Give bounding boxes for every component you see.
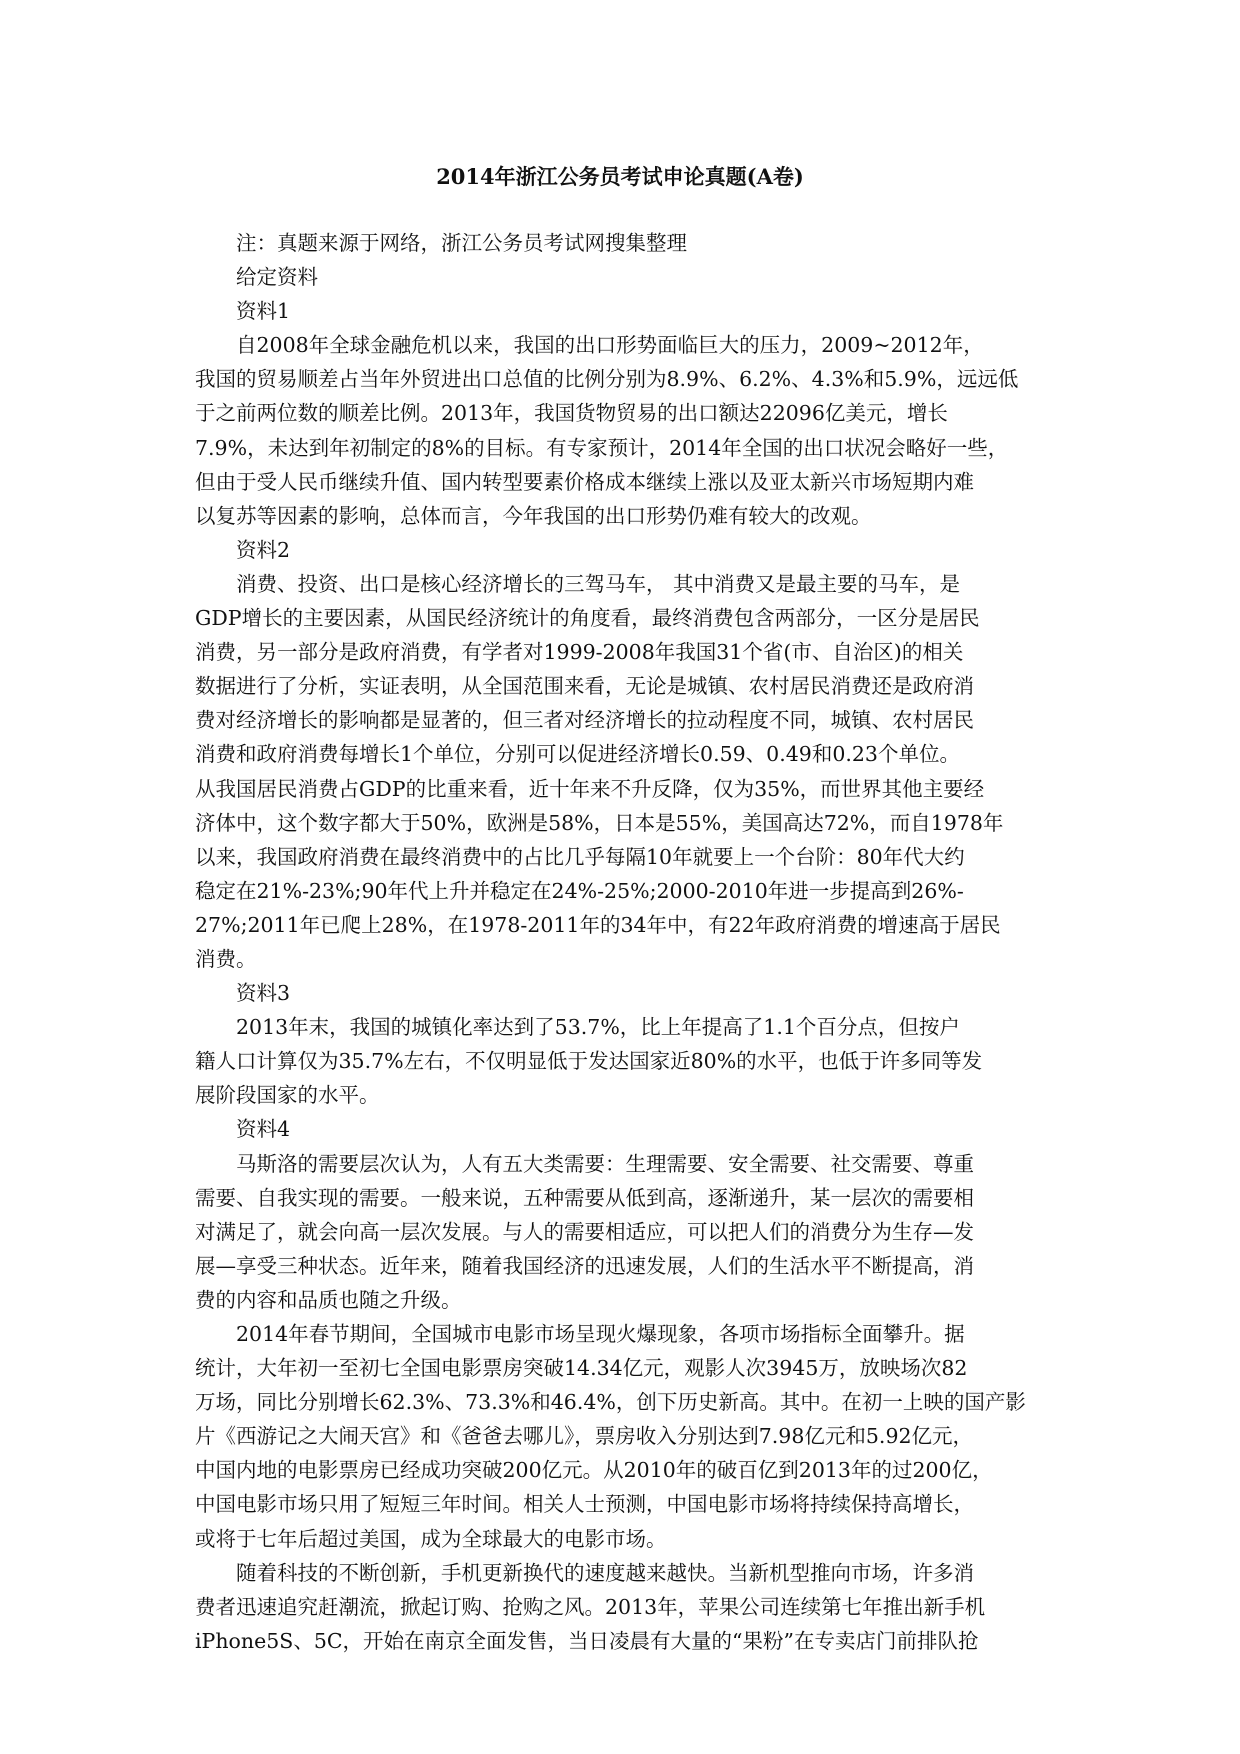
text-line: 对满足了，就会向高一层次发展。与人的需要相适应，可以把人们的消费分为生存—发 bbox=[195, 1219, 974, 1244]
text-line: 2014年春节期间，全国城市电影市场呈现火爆现象，各项市场指标全面攀升。据 bbox=[236, 1322, 965, 1346]
text-line: 中国电影市场只用了短短三年时间。相关人士预测，中国电影市场将持续保持高增长， bbox=[195, 1492, 974, 1517]
document-title: 2014年浙江公务员考试申论真题(A卷) bbox=[436, 164, 804, 189]
text-line: GDP增长的主要因素，从国民经济统计的角度看，最终消费包含两部分，一区分是居民 bbox=[195, 606, 980, 631]
text-line: 2013年末，我国的城镇化率达到了53.7%，比上年提高了1.1个百分点，但按户 bbox=[236, 1015, 960, 1040]
text-line: 从我国居民消费占GDP的比重来看，近十年来不升反降，仅为35%，而世界其他主要经 bbox=[195, 776, 985, 801]
text-line: 资料1 bbox=[236, 299, 291, 324]
text-line: 给定资料 bbox=[236, 265, 318, 290]
text-line: 马斯洛的需要层次认为，人有五大类需要：生理需要、安全需要、社交需要、尊重 bbox=[236, 1151, 974, 1176]
text-line: iPhone5S、5C，开始在南京全面发售，当日凌晨有大量的“果粉”在专卖店门前排队抢 bbox=[195, 1628, 979, 1653]
text-line: 费对经济增长的影响都是显著的，但三者对经济增长的拉动程度不同，城镇、农村居民 bbox=[195, 708, 974, 733]
text-line: 于之前两位数的顺差比例。2013年，我国货物贸易的出口额达22096亿美元，增长 bbox=[195, 401, 948, 426]
text-line: 中国内地的电影票房已经成功突破200亿元。从2010年的破百亿到2013年的过200亿， bbox=[195, 1458, 993, 1483]
text-line: 济体中，这个数字都大于50%，欧洲是58%，日本是55%，美国高达72%，而自1978年 bbox=[195, 810, 1004, 835]
text-line: 消费、投资、出口是核心经济增长的三驾马车， 其中消费又是最主要的马车，是 bbox=[236, 571, 961, 596]
text-line: 资料2 bbox=[236, 537, 291, 562]
text-line: 随着科技的不断创新，手机更新换代的速度越来越快。当新机型推向市场，许多消 bbox=[236, 1560, 974, 1585]
text-line: 展阶段国家的水平。 bbox=[195, 1083, 380, 1108]
text-line: 资料3 bbox=[236, 981, 291, 1006]
text-line: 或将于七年后超过美国，成为全球最大的电影市场。 bbox=[195, 1526, 667, 1551]
text-line: 数据进行了分析，实证表明，从全国范围来看，无论是城镇、农村居民消费还是政府消 bbox=[195, 674, 974, 699]
text-line: 资料4 bbox=[236, 1117, 291, 1142]
text-line: 我国的贸易顺差占当年外贸进出口总值的比例分别为8.9%、6.2%、4.3%和5.9%，远远低 bbox=[195, 367, 1019, 392]
text-line: 片《西游记之大闹天宫》和《爸爸去哪儿》，票房收入分别达到7.98亿元和5.92亿元， bbox=[195, 1424, 974, 1449]
text-line: 需要、自我实现的需要。一般来说，五种需要从低到高，逐渐递升，某一层次的需要相 bbox=[195, 1185, 974, 1210]
text-line: 注：真题来源于网络，浙江公务员考试网搜集整理 bbox=[236, 231, 687, 255]
text-line: 但由于受人民币继续升值、国内转型要素价格成本继续上涨以及亚太新兴市场短期内难 bbox=[195, 469, 974, 494]
text-line: 27%;2011年已爬上28%，在1978-2011年的34年中，有22年政府消费的增速高于居民 bbox=[195, 912, 1001, 937]
text-line: 统计，大年初一至初七全国电影票房突破14.34亿元，观影人次3945万，放映场次82 bbox=[195, 1356, 968, 1381]
text-line: 稳定在21%-23%;90年代上升并稳定在24%-25%;2000-2010年进一步提高到26%- bbox=[195, 878, 964, 903]
text-line: 消费，另一部分是政府消费，有学者对1999-2008年我国31个省(市、自治区)的相关 bbox=[195, 640, 964, 665]
text-line: 费的内容和品质也随之升级。 bbox=[195, 1287, 462, 1312]
document-body bbox=[195, 226, 1048, 1658]
text-line: 以复苏等因素的影响，总体而言，今年我国的出口形势仍难有较大的改观。 bbox=[195, 503, 872, 528]
text-line: 消费和政府消费每增长1个单位，分别可以促进经济增长0.59、0.49和0.23个单位。 bbox=[195, 742, 960, 767]
text-line: 万场，同比分别增长62.3%、73.3%和46.4%，创下历史新高。其中。在初一上映的国产影 bbox=[195, 1390, 1026, 1415]
text-line: 费者迅速追究赶潮流，掀起订购、抢购之风。2013年，苹果公司连续第七年推出新手机 bbox=[195, 1594, 986, 1619]
text-line: 自2008年全球金融危机以来，我国的出口形势面临巨大的压力，2009~2012年， bbox=[236, 333, 984, 358]
text-line: 以来，我国政府消费在最终消费中的占比几乎每隔10年就要上一个台阶：80年代大约 bbox=[195, 844, 965, 869]
text-line: 消费。 bbox=[195, 946, 257, 971]
text-line: 展—享受三种状态。近年来，随着我国经济的迅速发展，人们的生活水平不断提高，消 bbox=[195, 1253, 974, 1278]
text-line: 籍人口计算仅为35.7%左右，不仅明显低于发达国家近80%的水平，也低于许多同等发 bbox=[195, 1049, 983, 1074]
text-line: 7.9%，未达到年初制定的8%的目标。有专家预计，2014年全国的出口状况会略好一些， bbox=[195, 435, 1009, 460]
